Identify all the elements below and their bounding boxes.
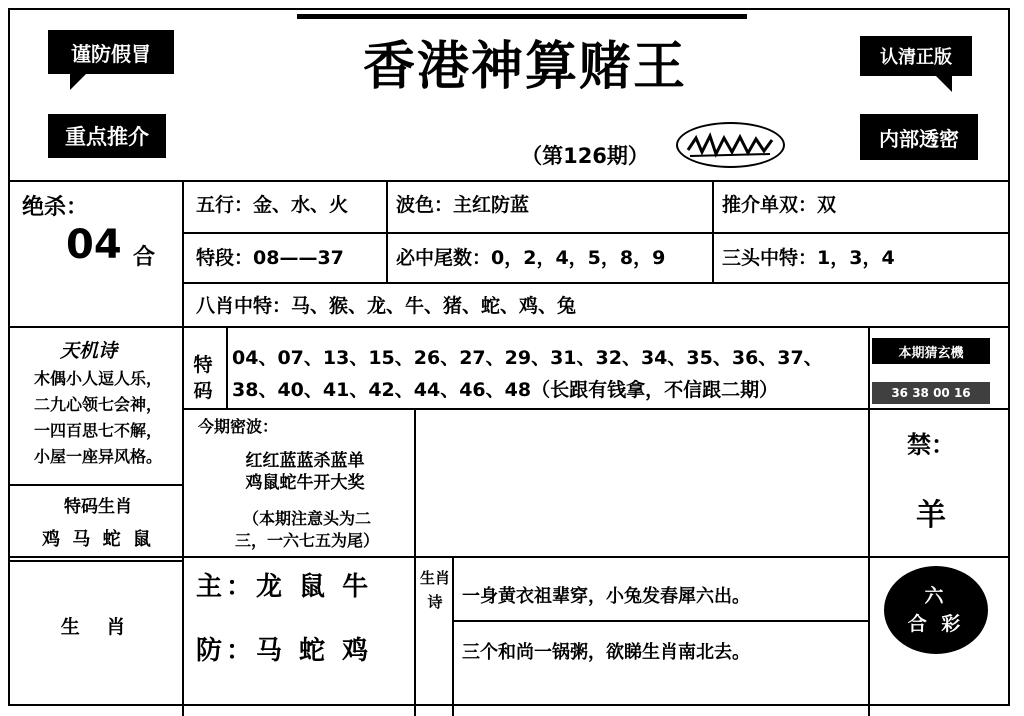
jin-value: 羊	[916, 498, 946, 533]
special-code-line: 38、40、41、42、44、46、48（长跟有钱拿，不信跟二期）	[232, 379, 779, 401]
zhu-row: 主：龙 鼠 牛	[196, 572, 373, 602]
callout-key-recommend: 重点推介	[48, 114, 166, 158]
grid-line-v1	[182, 180, 184, 716]
watermark-text-2	[900, 320, 904, 333]
grid-line-v3	[712, 180, 714, 282]
guess-riddle-box: 本期猜玄機	[872, 338, 990, 364]
tianji-poem	[18, 366, 178, 470]
tianji-poem-title: 天机诗	[60, 340, 118, 362]
poem-line: 一四百思七不解，	[33, 421, 162, 440]
liuhecai-badge	[884, 566, 988, 654]
bazhao-zhongte-text: 八肖中特：马、猴、龙、牛、猪、蛇、鸡、兔	[196, 295, 577, 317]
tema-shengxiao-animals: 鸡 马 蛇 鼠	[42, 529, 154, 550]
page-title: 香港神算赌王	[362, 37, 687, 97]
poem-line: 小屋一座异风格。	[33, 447, 162, 466]
special-code-line: 04、07、13、15、26、27、29、31、32、34、35、36、37、	[232, 347, 823, 369]
grid-line-h4	[8, 326, 1010, 328]
liuhecai-line-2: 合 彩	[907, 613, 965, 635]
fang-row: 防：马 蛇 鸡	[196, 636, 373, 666]
callout-anti-counterfeit: 谨防假冒	[48, 30, 174, 74]
mibo-note-line: 三，一六七五为尾）	[234, 531, 379, 550]
grid-line-h7b	[868, 556, 1010, 558]
watermark-text	[700, 328, 704, 341]
poem-line: 木偶小人逗人乐，	[33, 369, 162, 388]
mibo-note-line: （本期注意头为二	[242, 509, 371, 528]
poem-line: 二九心领七会神，	[33, 395, 162, 414]
grid-line-h9	[8, 560, 182, 562]
special-code-label: 特码	[193, 354, 213, 402]
guess-riddle-numbers: 36 38 00 16	[872, 382, 990, 404]
jue-sha-he: 合	[133, 245, 156, 270]
wuxing-text: 五行：金、水、火	[196, 194, 349, 216]
bizhong-weishu-text: 必中尾数：0，2，4，5，8，9	[396, 247, 666, 269]
jin-label: 禁：	[907, 431, 955, 459]
jue-sha-label: 绝杀：	[22, 195, 89, 220]
grid-line-h5	[182, 408, 868, 410]
grid-line-h5b	[868, 408, 1010, 410]
special-code-numbers	[232, 342, 858, 406]
tema-shengxiao-title: 特码生肖	[64, 497, 132, 517]
mibo-note	[196, 508, 418, 552]
mibo-line: 鸡鼠蛇牛开大奖	[245, 473, 365, 493]
shengxiao-label: 生 肖	[60, 616, 136, 638]
issue-number: （第126期）	[521, 144, 649, 168]
mibo-line: 红红蓝蓝杀蓝单	[245, 451, 365, 471]
grid-line-h6	[8, 484, 182, 486]
grid-line-v8	[452, 556, 454, 716]
mibo-lines	[200, 450, 410, 494]
grid-line-h8	[452, 620, 868, 622]
grid-line-h3	[182, 282, 1010, 284]
grid-line-v4	[226, 326, 228, 408]
bose-text: 波色：主红防蓝	[396, 194, 530, 216]
danshuang-text: 推介单双：双	[722, 194, 837, 216]
liuhecai-line-1: 六	[924, 585, 948, 607]
title-underline	[297, 14, 747, 19]
scribble-icon	[684, 130, 777, 160]
callout-genuine-version: 认清正版	[860, 36, 972, 76]
teduan-text: 特段：08——37	[196, 247, 344, 269]
jue-sha-number: 04	[66, 222, 122, 268]
shengxiao-poem-line-2: 三个和尚一锅粥，欲睇生肖南北去。	[462, 642, 750, 663]
shengxiao-poem-label: 生肖诗	[420, 569, 451, 611]
shengxiao-poem-line-1: 一身黄衣祖辈穿，小兔发春犀六出。	[462, 586, 750, 607]
grid-line-h1	[8, 180, 1010, 182]
santou-zhongte-text: 三头中特：1，3，4	[722, 247, 895, 269]
grid-line-v7	[414, 556, 416, 716]
grid-line-v2	[386, 180, 388, 282]
grid-line-h2	[182, 232, 1010, 234]
callout-internal-secret: 内部透密	[860, 114, 978, 160]
mibo-title: 今期密波：	[198, 417, 279, 436]
poster-header	[0, 0, 1024, 180]
seal-stamp	[676, 122, 785, 168]
grid-line-h7	[8, 556, 868, 558]
